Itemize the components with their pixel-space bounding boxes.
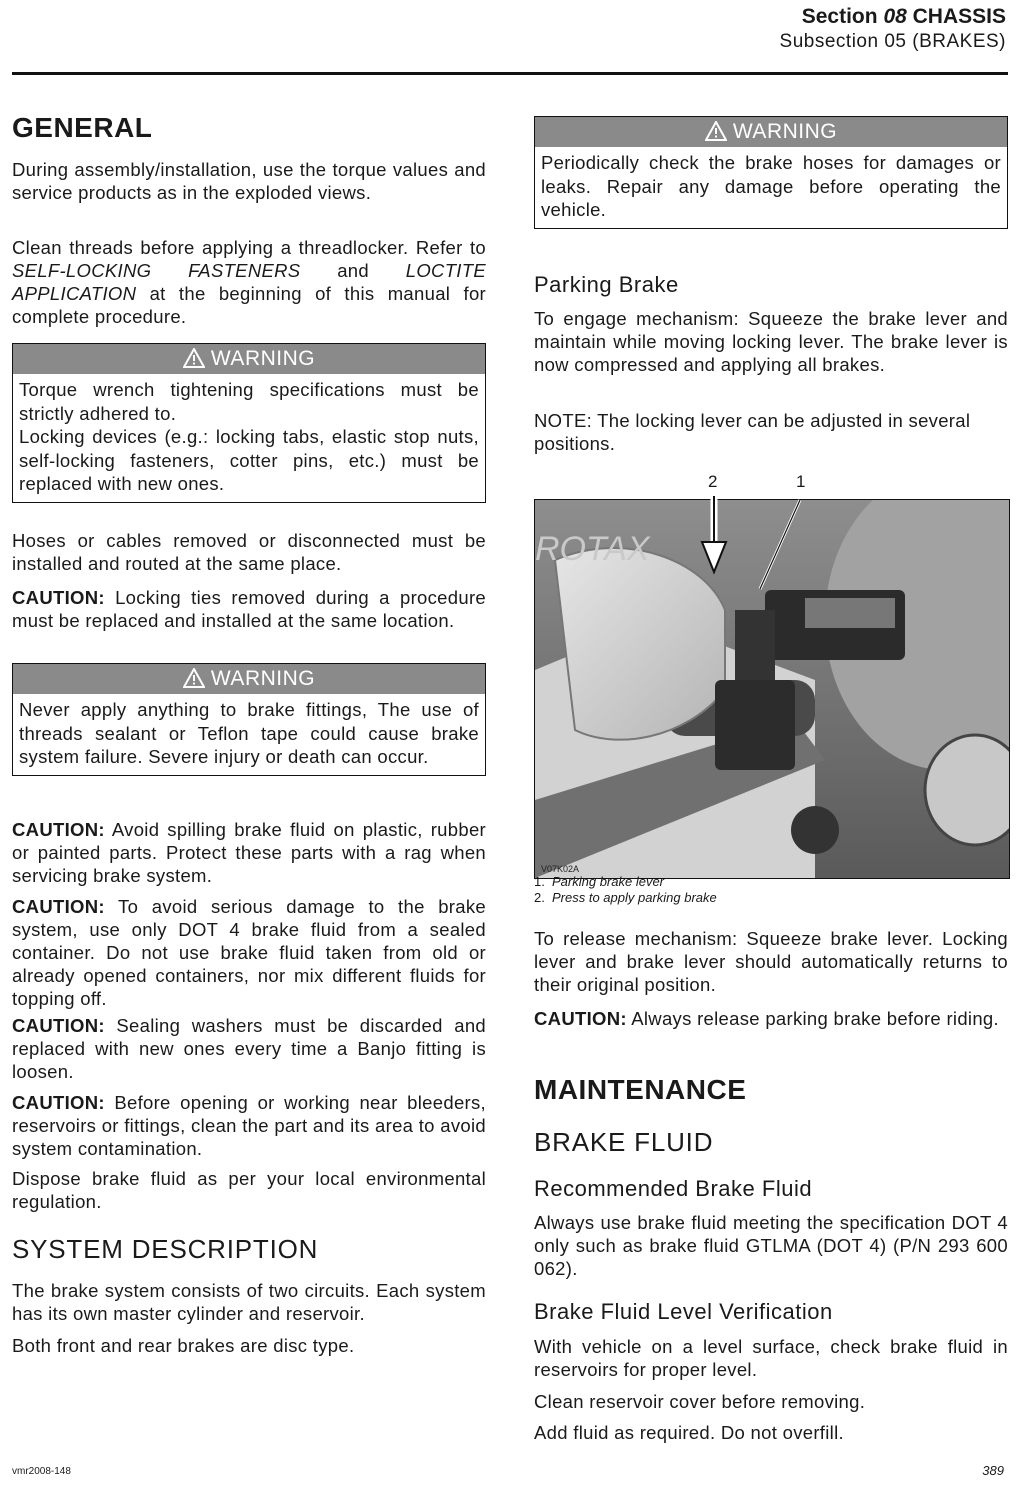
level-verification-heading: Brake Fluid Level Verification [534, 1299, 833, 1324]
p2-start: Clean threads before applying a threadlocker. Refer to [12, 237, 486, 258]
caption-text: Parking brake lever [552, 874, 664, 889]
section-name: CHASSIS [912, 5, 1006, 28]
caution-text: Sealing washers must be discarded and replaced with new ones every time a Banjo fitting is loosen. [12, 1015, 486, 1082]
warning-box-fittings [12, 663, 486, 776]
page-header [780, 4, 1006, 54]
caption-text: Press to apply parking brake [552, 890, 717, 905]
parking-engage-paragraph: To engage mechanism: Squeeze the brake lever and maintain while moving locking lever. The brake lever is now compressed and applying all brakes. [534, 308, 1008, 375]
system-paragraph-1: The brake system consists of two circuits. Each system has its own master cylinder and reservoir. [12, 1280, 486, 1324]
caution-spilling [12, 818, 486, 887]
callout-arrows [534, 494, 1008, 614]
parking-brake-heading: Parking Brake [534, 272, 679, 297]
callout-2: 2 [708, 472, 718, 491]
p2-end: at the beginning of this manual for complete procedure. [12, 283, 486, 327]
brake-fluid-heading: BRAKE FLUID [534, 1127, 714, 1157]
caution-text: Avoid spilling brake fluid on plastic, rubber or painted parts. Protect these parts with a rag when servicing brake system. [12, 819, 486, 886]
warning-triangle-icon [183, 348, 205, 368]
caution-bleeders [12, 1091, 486, 1160]
section-prefix: Section [801, 5, 878, 28]
warning-header [13, 344, 485, 374]
warning-box-torque [12, 343, 486, 503]
warning-header [535, 117, 1007, 147]
general-paragraph-1: During assembly/installation, use the torque values and service products as in the exploded views. [12, 159, 486, 203]
dispose-paragraph: Dispose brake fluid as per your local environmental regulation. [12, 1168, 486, 1212]
general-paragraph-2 [12, 236, 486, 328]
warning-body: Periodically check the brake hoses for damages or leaks. Repair any damage before operating the vehicle. [541, 152, 1001, 220]
warning-triangle-icon [705, 121, 727, 141]
level-paragraph-3: Add fluid as required. Do not overfill. [534, 1422, 844, 1443]
warning-line-2: Locking devices (e.g.: locking tabs, elastic stop nuts, self-locking fasteners, cotter pins, etc.) must be replaced with new ones. [19, 426, 479, 494]
header-rule [12, 72, 1008, 75]
warning-title: WARNING [732, 120, 838, 143]
recommended-fluid-paragraph: Always use brake fluid meeting the specification DOT 4 only such as brake fluid GTLMA (DOT 4) (P/N 293 600 062). [534, 1212, 1008, 1279]
general-heading: GENERAL [12, 112, 153, 143]
subsection-title: Subsection 05 (BRAKES) [779, 31, 1006, 52]
parking-brake-figure [534, 472, 1008, 905]
parking-note: NOTE: The locking lever can be adjusted in several positions. [534, 410, 971, 454]
photo-logo-text: ROTAX [535, 530, 650, 568]
hoses-paragraph: Hoses or cables removed or disconnected must be installed and routed at the same place. [12, 530, 486, 574]
section-number: 08 [883, 5, 907, 28]
caution-dot4 [12, 895, 486, 1010]
caution-locking-ties [12, 586, 486, 632]
warning-body [13, 374, 485, 502]
warning-title: WARNING [210, 347, 316, 370]
caution-text: To avoid serious damage to the brake system, use only DOT 4 brake fluid from a sealed container. Do not use brake fluid taken from old or already opened containers, nor mix different fluids for topping off. [12, 896, 486, 1009]
caution-text: Locking ties removed during a procedure must be replaced and installed at the same location. [12, 587, 486, 631]
section-title [780, 4, 1006, 30]
callout-1: 1 [796, 472, 806, 491]
system-paragraph-2: Both front and rear brakes are disc type. [12, 1335, 355, 1356]
footer-page-number: 389 [982, 1463, 1004, 1478]
warning-header [13, 664, 485, 694]
maintenance-heading: MAINTENANCE [534, 1074, 747, 1105]
recommended-fluid-heading: Recommended Brake Fluid [534, 1176, 813, 1201]
warning-title: WARNING [210, 667, 316, 690]
caution-label: CAUTION: [12, 1015, 105, 1036]
system-description-heading: SYSTEM DESCRIPTION [12, 1234, 319, 1264]
warning-box-hoses [534, 116, 1008, 229]
caution-sealing-washers [12, 1014, 486, 1083]
p2-ref-loctite: LOCTITE APPLICATION [12, 260, 486, 304]
caption-number: 2. [534, 890, 545, 905]
caption-1 [534, 874, 717, 890]
level-paragraph-1: With vehicle on a level surface, check brake fluid in reservoirs for proper level. [534, 1336, 1008, 1380]
caution-label: CAUTION: [12, 896, 105, 917]
caution-label: CAUTION: [12, 819, 105, 840]
figure-captions [534, 874, 717, 906]
warning-line-1: Torque wrench tightening specifications must be strictly adhered to. [19, 379, 479, 424]
footer-doc-code: vmr2008-148 [12, 1466, 71, 1477]
caution-label: CAUTION: [12, 1092, 105, 1113]
p2-ref-self-locking: SELF-LOCKING FASTENERS [12, 260, 301, 281]
photo-code: V07K02A [541, 864, 580, 874]
caution-label: CAUTION: [534, 1008, 627, 1029]
caution-parking-release [534, 1007, 1008, 1030]
caption-number: 1. [534, 874, 545, 889]
caption-2 [534, 890, 717, 906]
parking-release-paragraph: To release mechanism: Squeeze brake lever. Locking lever and brake lever should automatically returns to their original position. [534, 928, 1008, 995]
warning-triangle-icon [183, 668, 205, 688]
p2-mid: and [300, 260, 406, 281]
caution-text: Before opening or working near bleeders, reservoirs or fittings, clean the part and its area to avoid system contamination. [12, 1092, 486, 1159]
caution-text: Always release parking brake before riding. [626, 1008, 999, 1029]
caution-label: CAUTION: [12, 587, 105, 608]
level-paragraph-2: Clean reservoir cover before removing. [534, 1391, 866, 1412]
warning-body: Never apply anything to brake fittings, The use of threads sealant or Teflon tape could cause brake system failure. Severe injury or death can occur. [19, 699, 479, 767]
